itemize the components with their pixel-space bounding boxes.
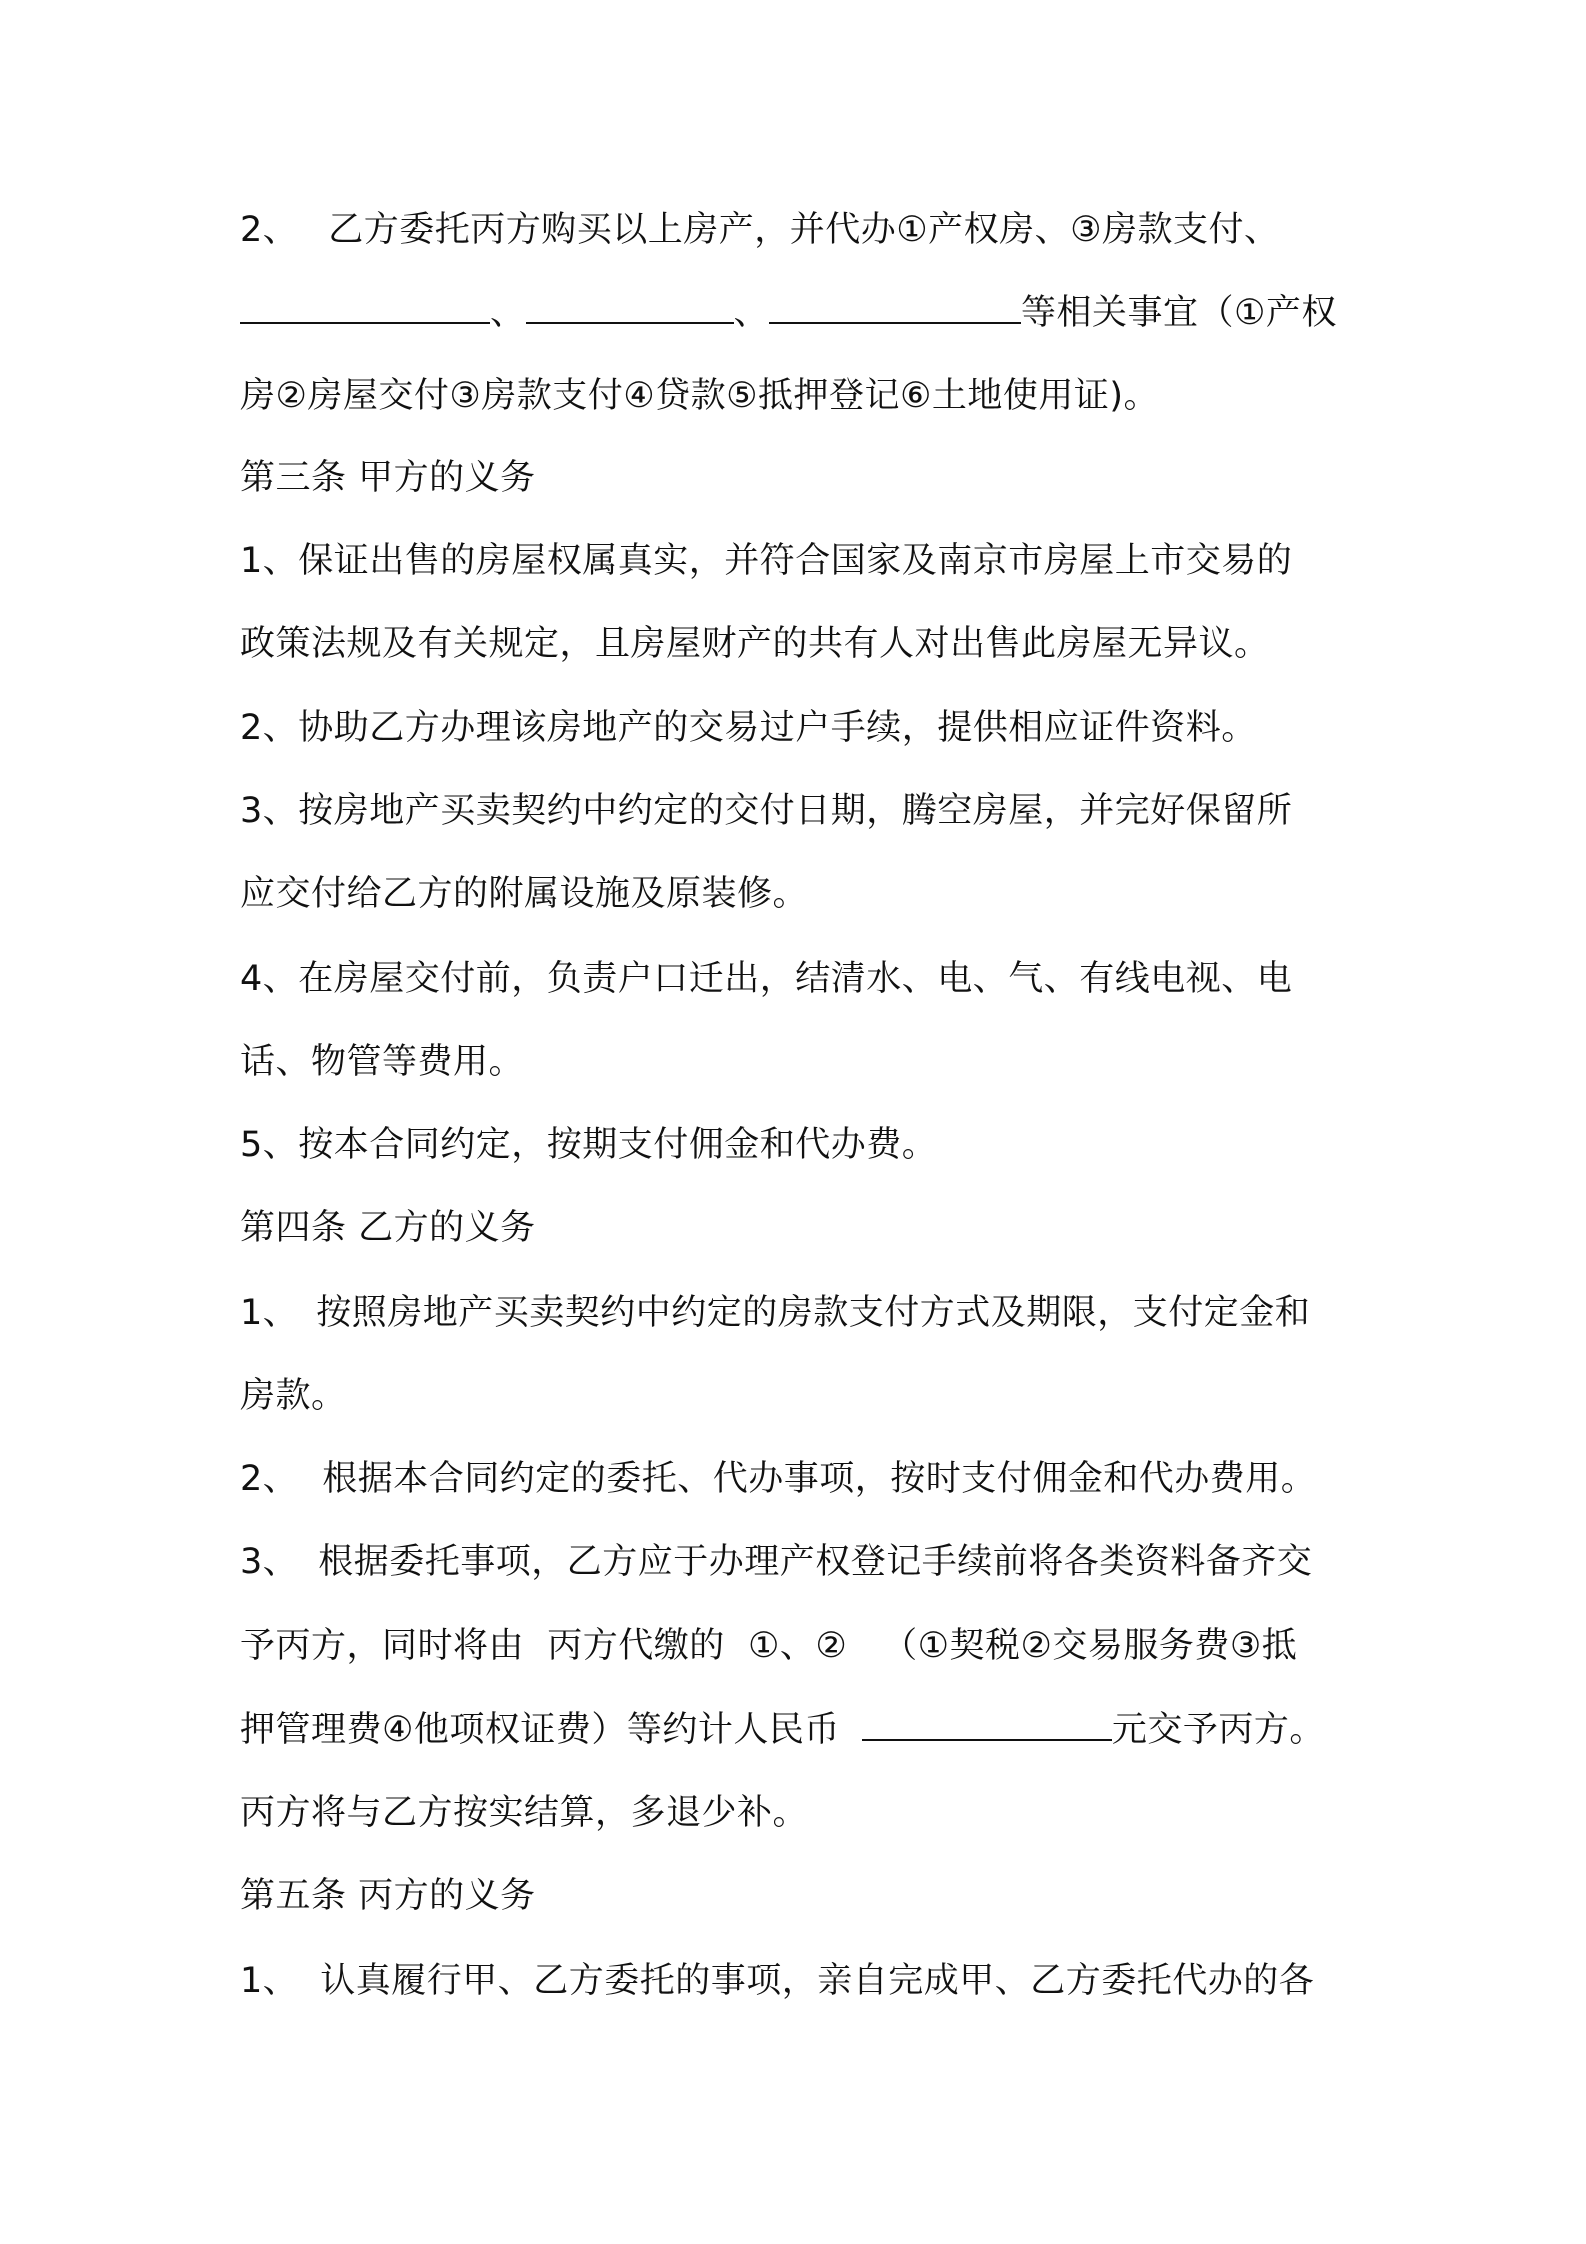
article-3-item-1-line-1	[240, 538, 1360, 584]
fill-blank-2[interactable]	[526, 292, 734, 324]
article-3-item-3-line-1	[240, 788, 1360, 834]
article-4-item-3-line-2	[240, 1623, 1360, 1669]
article-4-item-1-line-2	[240, 1373, 1360, 1419]
separator: 、	[490, 293, 526, 333]
item-number: 1、	[240, 1961, 299, 2001]
article-5-item-1-line-1	[240, 1958, 1360, 2004]
fill-blank-3[interactable]	[769, 292, 1021, 324]
clause-text: 元交予丙方。	[1111, 1710, 1325, 1750]
separator: 、	[733, 293, 770, 333]
heading-text: 第四条 乙方的义务	[240, 1208, 536, 1248]
item-number: 3、	[240, 1542, 299, 1582]
clause-text: 根据本合同约定的委托、代办事项，按时支付佣金和代办费用。	[322, 1459, 1317, 1499]
clause-text: 2、协助乙方办理该房地产的交易过户手续，提供相应证件资料。	[240, 708, 1257, 748]
article-3-item-4-line-2	[240, 1039, 1360, 1085]
clause-text: 按照房地产买卖契约中约定的房款支付方式及期限，支付定金和	[316, 1293, 1311, 1333]
clause-text: 乙方委托丙方购买以上房产，并代办①产权房、③房款支付、	[328, 210, 1280, 250]
clause-text: 根据委托事项，乙方应于办理产权登记手续前将各类资料备齐交	[318, 1542, 1313, 1582]
article-3-item-1-line-2	[240, 621, 1360, 667]
article-4-item-3-line-4	[240, 1790, 1360, 1836]
clause-text: 丙方将与乙方按实结算，多退少补。	[240, 1793, 809, 1833]
clause-text: 予丙方，同时将由 丙方代缴的 ①、② （①契税②交易服务费③抵	[240, 1626, 1298, 1666]
amount-blank[interactable]	[862, 1709, 1112, 1741]
clause-2-line-2	[240, 290, 1360, 336]
clause-text: 押管理费④他项权证费）等约计人民币	[240, 1710, 840, 1750]
article-3-item-2	[240, 705, 1360, 751]
clause-2-line-3	[240, 373, 1360, 419]
clause-2-line-1	[240, 207, 1360, 253]
article-4-item-3-line-1	[240, 1539, 1360, 1585]
article-4-item-1-line-1	[240, 1290, 1360, 1336]
clause-text: 4、在房屋交付前，负责户口迁出，结清水、电、气、有线电视、电	[240, 959, 1293, 999]
clause-text: 应交付给乙方的附属设施及原装修。	[240, 874, 809, 914]
item-number: 2、	[240, 210, 299, 250]
clause-text: 等相关事宜（①产权	[1021, 293, 1337, 333]
article-4-heading	[240, 1205, 1360, 1251]
clause-text: 5、按本合同约定，按期支付佣金和代办费。	[240, 1125, 938, 1165]
article-5-heading	[240, 1873, 1360, 1919]
clause-text: 认真履行甲、乙方委托的事项，亲自完成甲、乙方委托代办的各	[320, 1961, 1315, 2001]
article-3-heading	[240, 455, 1360, 501]
item-number: 2、	[240, 1459, 299, 1499]
article-4-item-2	[240, 1456, 1360, 1502]
item-number: 1、	[240, 1293, 299, 1333]
clause-text: 政策法规及有关规定，且房屋财产的共有人对出售此房屋无异议。	[240, 624, 1270, 664]
clause-text: 3、按房地产买卖契约中约定的交付日期，腾空房屋，并完好保留所	[240, 791, 1293, 831]
article-3-item-3-line-2	[240, 871, 1360, 917]
heading-text: 第三条 甲方的义务	[240, 458, 536, 498]
article-4-item-3-line-3	[240, 1707, 1360, 1753]
heading-text: 第五条 丙方的义务	[240, 1876, 536, 1916]
clause-text: 1、保证出售的房屋权属真实，并符合国家及南京市房屋上市交易的	[240, 541, 1293, 581]
clause-text: 房②房屋交付③房款支付④贷款⑤抵押登记⑥土地使用证)。	[240, 376, 1160, 416]
clause-text: 话、物管等费用。	[240, 1042, 525, 1082]
clause-text: 房款。	[240, 1376, 347, 1416]
article-3-item-5	[240, 1122, 1360, 1168]
article-3-item-4-line-1	[240, 956, 1360, 1002]
fill-blank-1[interactable]	[240, 292, 490, 324]
